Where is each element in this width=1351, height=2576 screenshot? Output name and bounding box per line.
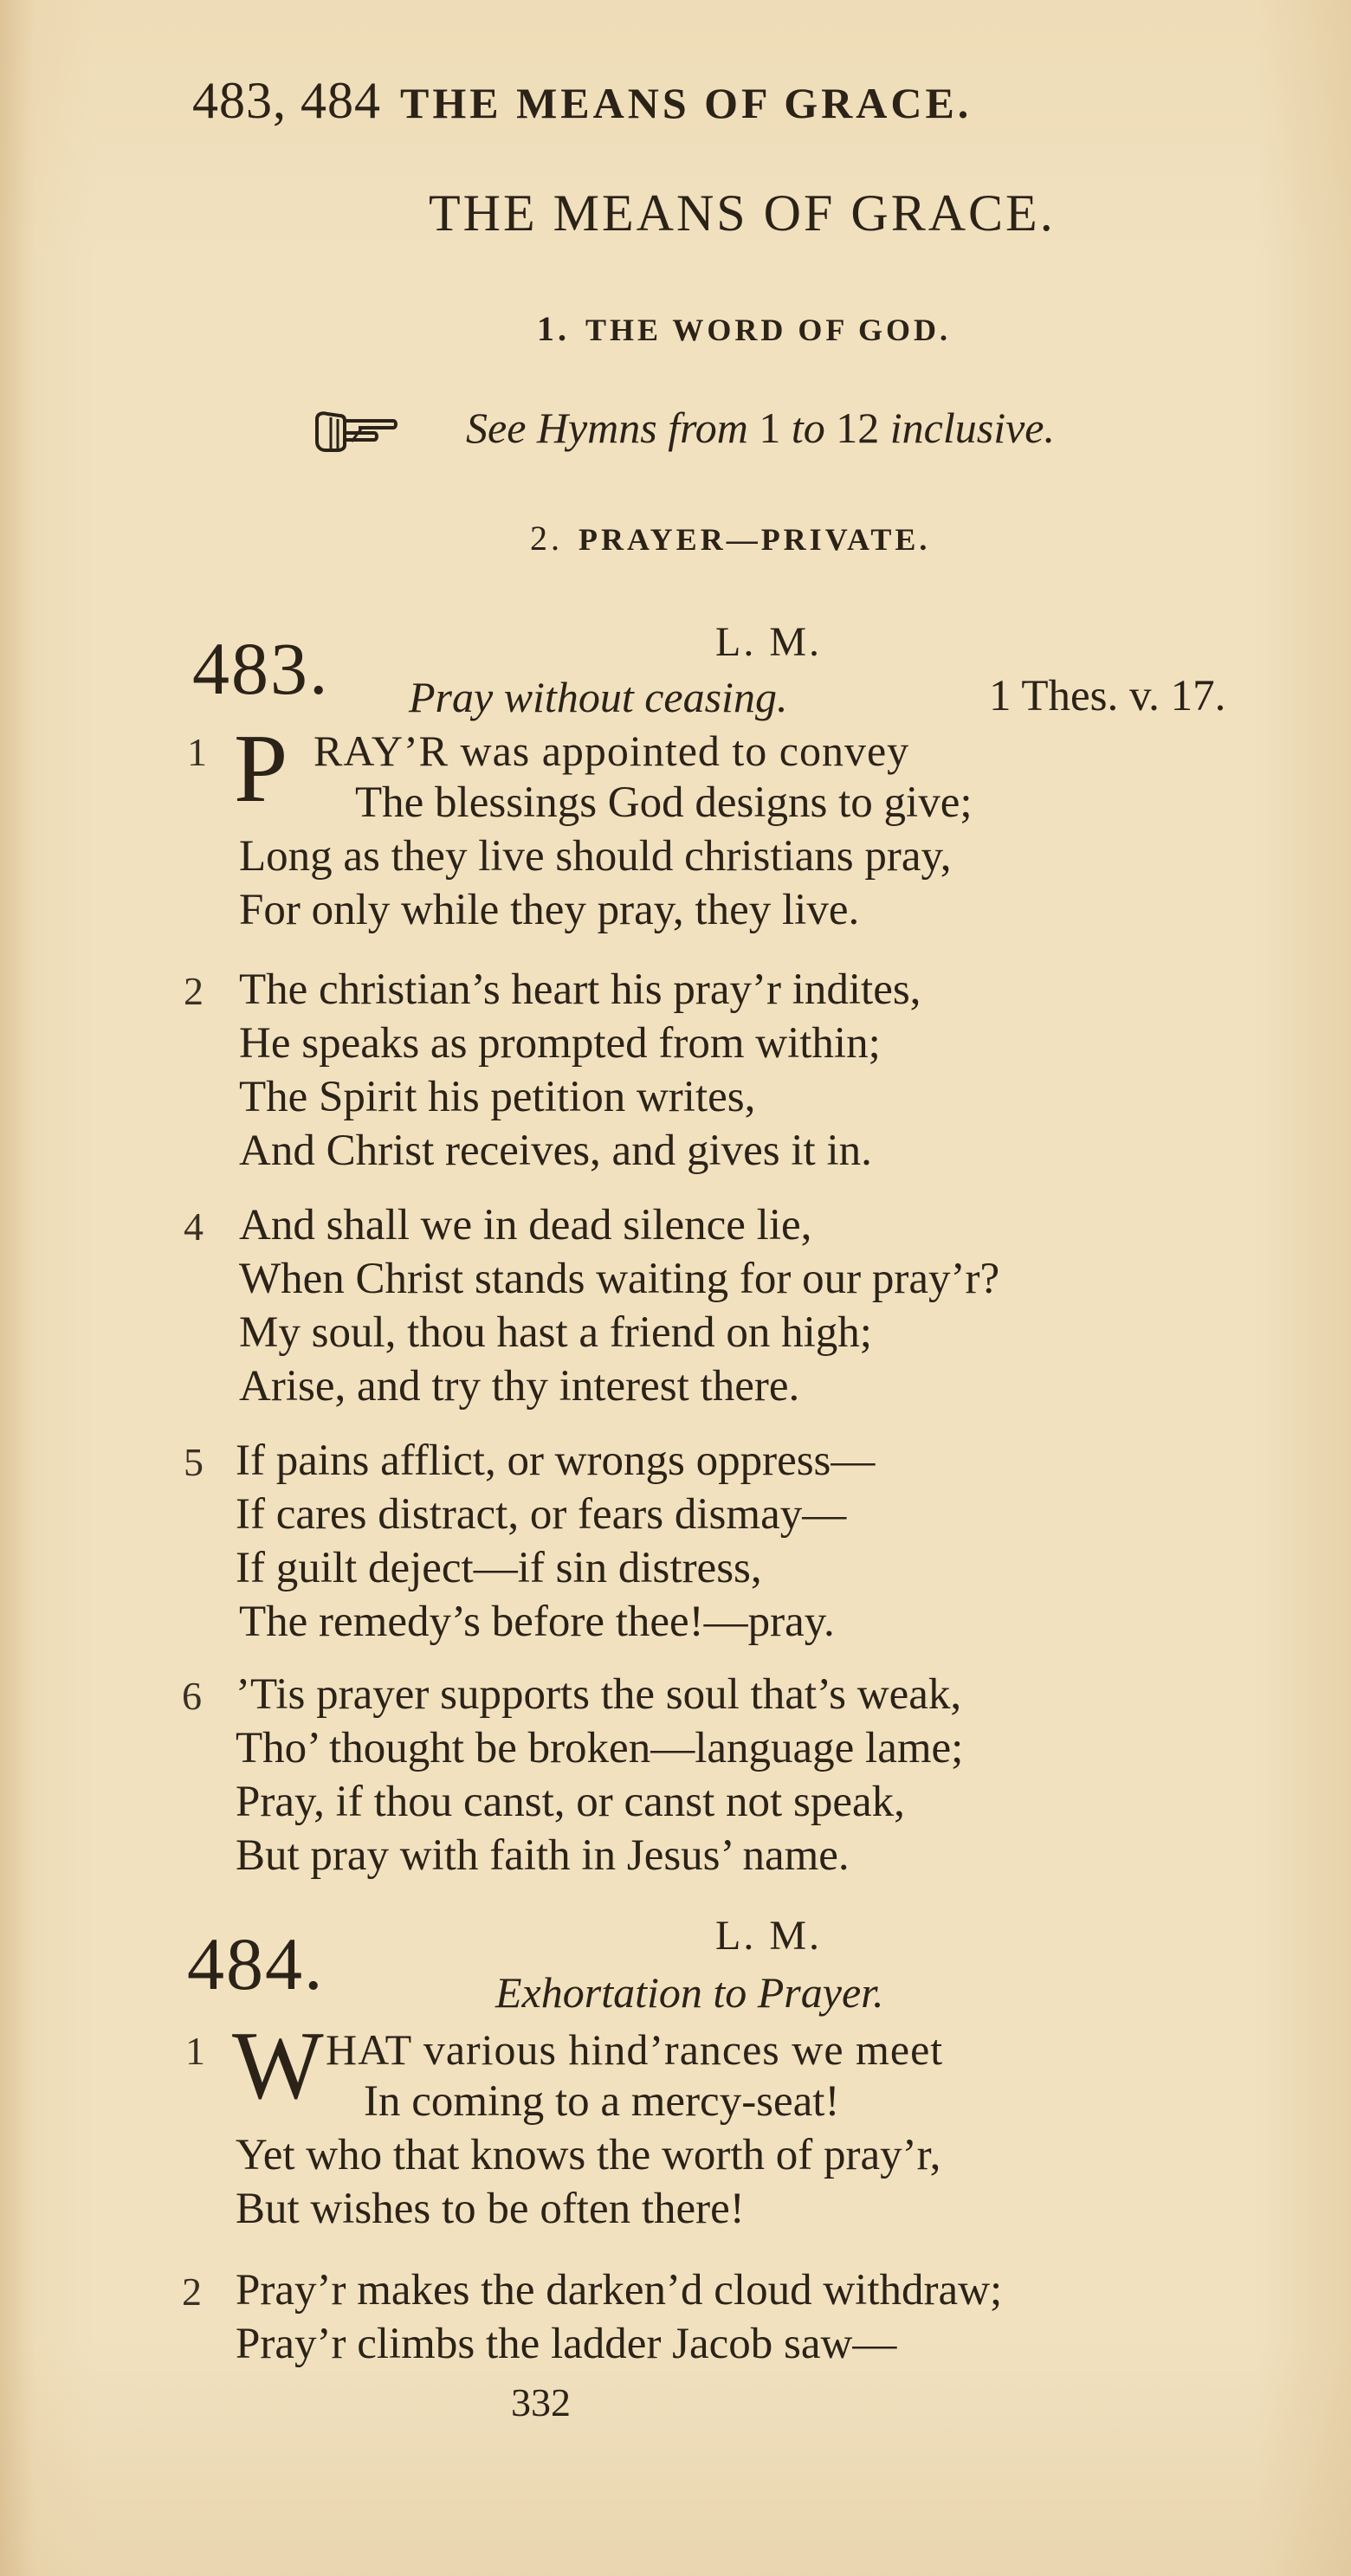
stanza-number: 1 xyxy=(185,2029,205,2073)
stanza-number: 4 xyxy=(184,1204,204,1249)
see-text-a: See Hymns from xyxy=(466,404,748,452)
subsection-number: 2. xyxy=(530,519,563,558)
running-head xyxy=(192,71,972,131)
verse-line: For only while they pray, they live. xyxy=(239,886,860,934)
hymn-484-number: 484. xyxy=(187,1922,325,2005)
subsection-word-of-god xyxy=(537,308,951,349)
verse-line: The Spirit his petition writes, xyxy=(239,1073,756,1121)
subsection-prayer-private xyxy=(530,518,930,558)
hymn-483-number: 483. xyxy=(192,627,330,710)
hymn-484-subtitle-text: Exhortation to Prayer. xyxy=(495,1968,884,2017)
stanza-number: 5 xyxy=(184,1440,204,1484)
verse-line: ’Tis prayer supports the soul that’s weak, xyxy=(236,1670,962,1719)
verse-line: If pains afflict, or wrongs oppress— xyxy=(236,1436,876,1485)
verse-line: Pray’r climbs the ladder Jacob saw— xyxy=(236,2320,897,2368)
subsection-title: THE WORD OF GOD. xyxy=(585,313,952,347)
running-head-title: THE MEANS OF GRACE. xyxy=(400,79,973,127)
subsection-title: PRAYER—PRIVATE. xyxy=(579,522,931,557)
verse-line: The blessings God designs to give; xyxy=(355,778,973,827)
page-number: 332 xyxy=(511,2380,571,2424)
verse-line: Arise, and try thy interest there. xyxy=(239,1362,800,1411)
verse-line: Pray’r makes the darken’d cloud withdraw; xyxy=(236,2266,1003,2315)
running-head-numbers: 483, 484 xyxy=(192,72,381,129)
stanza-number: 6 xyxy=(182,1674,202,1718)
hymn-483-subtitle-text: Pray without ceasing. xyxy=(409,673,788,721)
verse-line: Yet who that knows the worth of pray’r, xyxy=(236,2131,941,2179)
verse-line: And Christ receives, and gives it in. xyxy=(239,1127,872,1175)
verse-line: If cares distract, or fears dismay— xyxy=(236,1490,847,1539)
verse-line: HAT various hind’rances we meet xyxy=(326,2025,944,2074)
verse-line: When Christ stands waiting for our pray’r? xyxy=(239,1255,1000,1303)
verse-line: Tho’ thought be broken—language lame; xyxy=(236,1724,964,1772)
verse-line: The christian’s heart his pray’r indites, xyxy=(239,965,921,1014)
section-title: THE MEANS OF GRACE. xyxy=(429,184,1056,242)
verse-line: But wishes to be often there! xyxy=(236,2185,745,2233)
verse-line: He speaks as prompted from within; xyxy=(239,1019,881,1068)
see-hymns-line xyxy=(466,403,1055,453)
stanza-number: 2 xyxy=(182,2269,202,2314)
stanza-number: 2 xyxy=(184,969,204,1013)
see-num-b: 12 xyxy=(836,404,880,452)
verse-line: Long as they live should christians pray, xyxy=(239,832,952,881)
hymn-483-reference: 1 Thes. v. 17. xyxy=(989,672,1226,720)
hymn-484-subtitle xyxy=(495,1967,884,2018)
verse-line: The remedy’s before thee!—pray. xyxy=(239,1598,835,1646)
see-text-b: to xyxy=(791,404,825,452)
drop-cap: P xyxy=(234,715,288,823)
verse-line: RAY’R was appointed to convey xyxy=(314,726,910,775)
stanza-number: 1 xyxy=(187,730,207,774)
pointing-hand-icon xyxy=(314,407,400,455)
see-text-c: inclusive. xyxy=(889,404,1055,452)
drop-cap: W xyxy=(232,2012,324,2120)
verse-line: In coming to a mercy-seat! xyxy=(364,2077,840,2126)
verse-line: But pray with faith in Jesus’ name. xyxy=(236,1831,850,1880)
hymn-483-subtitle xyxy=(409,672,787,722)
subsection-number: 1. xyxy=(537,309,570,348)
verse-line: If guilt deject—if sin distress, xyxy=(236,1544,762,1592)
see-num-a: 1 xyxy=(759,404,781,452)
verse-line: My soul, thou hast a friend on high; xyxy=(239,1308,872,1357)
hymn-483-meter: L. M. xyxy=(715,619,822,665)
hymn-484-meter: L. M. xyxy=(715,1913,822,1959)
verse-line: And shall we in dead silence lie, xyxy=(239,1201,812,1249)
verse-line: Pray, if thou canst, or canst not speak, xyxy=(236,1778,905,1826)
